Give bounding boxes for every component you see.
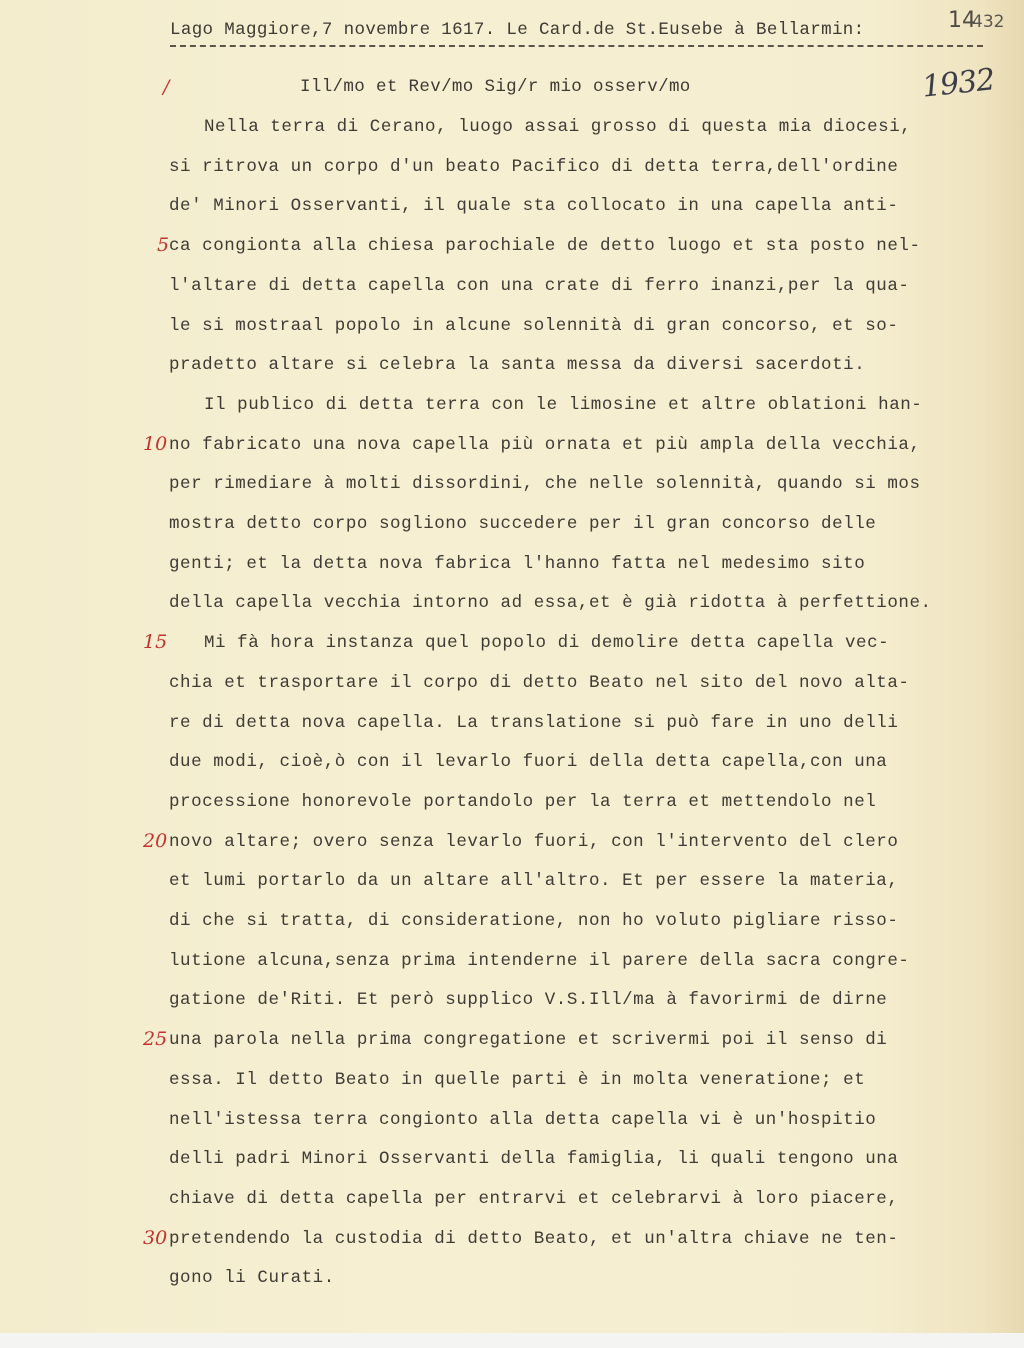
line-number-marker: 15 bbox=[143, 631, 168, 654]
line-number-marker: 10 bbox=[143, 432, 168, 455]
document-header: Lago Maggiore,7 novembre 1617. Le Card.de St.Eusebe à Bellarmin: bbox=[170, 20, 865, 40]
line-number-marker: 30 bbox=[143, 1226, 168, 1249]
folio-struck-number: 14 bbox=[948, 8, 976, 33]
text-line: nell'istessa terra congionto alla detta capella vi è un'hospitio bbox=[169, 1109, 877, 1130]
text-line: della capella vecchia intorno ad essa,et è già ridotta à perfettione. bbox=[169, 593, 932, 614]
salutation: Ill/mo et Rev/mo Sig/r mio osserv/mo bbox=[300, 77, 691, 97]
line-number-marker: 20 bbox=[143, 829, 168, 852]
line-number-marker: 5 bbox=[157, 234, 170, 257]
text-line: gono li Curati. bbox=[169, 1268, 335, 1289]
text-line: delli padri Minori Osservanti della famiglia, li quali tengono una bbox=[169, 1149, 899, 1170]
text-line: si ritrova un corpo d'un beato Pacifico di detta terra,dell'ordine bbox=[169, 156, 899, 177]
text-line: l'altare di detta capella con una crate di ferro inanzi,per la qua- bbox=[169, 275, 910, 296]
text-line: et lumi portarlo da un altare all'altro. Et per essere la materia, bbox=[169, 871, 899, 892]
folio-current-number: 432 bbox=[972, 12, 1005, 32]
text-line: chiave di detta capella per entrarvi et celebrarvi à loro piacere, bbox=[169, 1188, 899, 1209]
line-number-marker: 25 bbox=[143, 1028, 168, 1051]
header-dashed-rule bbox=[170, 45, 983, 47]
folio-number bbox=[948, 8, 1004, 33]
text-line: chia et trasportare il corpo di detto Beato nel sito del novo alta- bbox=[169, 672, 910, 693]
pencil-annotation-number: 1932 bbox=[920, 62, 996, 105]
text-line: le si mostraal popolo in alcune solennità di gran concorso, et so- bbox=[169, 315, 899, 336]
text-line: mostra detto corpo sogliono succedere per il gran concorso delle bbox=[169, 514, 877, 534]
text-line: gatione de'Riti. Et però supplico V.S.Ill/ma à favorirmi de dirne bbox=[169, 990, 888, 1011]
text-line: pretendendo la custodia di detto Beato, et un'altra chiave ne ten- bbox=[169, 1228, 899, 1249]
text-line: genti; et la detta nova fabrica l'hanno fatta nel medesimo sito bbox=[169, 553, 866, 574]
text-line: per rimediare à molti dissordini, che nelle solennità, quando si mos bbox=[169, 474, 921, 495]
line-number-marker: / bbox=[163, 76, 170, 98]
text-line: Il publico di detta terra con le limosine et altre oblationi han- bbox=[204, 394, 923, 415]
text-line: re di detta nova capella. La translatione si può fare in uno delli bbox=[169, 712, 899, 733]
text-line: no fabricato una nova capella più ornata et più ampla della vecchia, bbox=[169, 434, 921, 455]
text-line: una parola nella prima congregatione et scrivermi poi il senso di bbox=[169, 1030, 888, 1051]
text-line: novo altare; overo senza levarlo fuori, con l'intervento del clero bbox=[169, 831, 899, 852]
text-line: essa. Il detto Beato in quelle parti è in molta veneratione; et bbox=[169, 1069, 866, 1090]
text-line: Mi fà hora instanza quel popolo di demolire detta capella vec- bbox=[204, 633, 890, 654]
text-line: processione honorevole portandolo per la terra et mettendolo nel bbox=[169, 791, 877, 812]
text-line: lutione alcuna,senza prima intenderne il parere della sacra congre- bbox=[169, 950, 910, 971]
text-line: di che si tratta, di consideratione, non ho voluto pigliare risso- bbox=[169, 911, 899, 931]
text-line: pradetto altare si celebra la santa messa da diversi sacerdoti. bbox=[169, 355, 866, 376]
text-line: ca congionta alla chiesa parochiale de detto luogo et sta posto nel- bbox=[169, 236, 921, 257]
text-line: due modi, cioè,ò con il levarlo fuori della detta capella,con una bbox=[169, 752, 888, 773]
text-line: Nella terra di Cerano, luogo assai grosso di questa mia diocesi, bbox=[204, 117, 912, 137]
scan-bottom-margin bbox=[0, 1333, 1024, 1348]
text-line: de' Minori Osservanti, il quale sta collocato in una capella anti- bbox=[169, 196, 899, 217]
